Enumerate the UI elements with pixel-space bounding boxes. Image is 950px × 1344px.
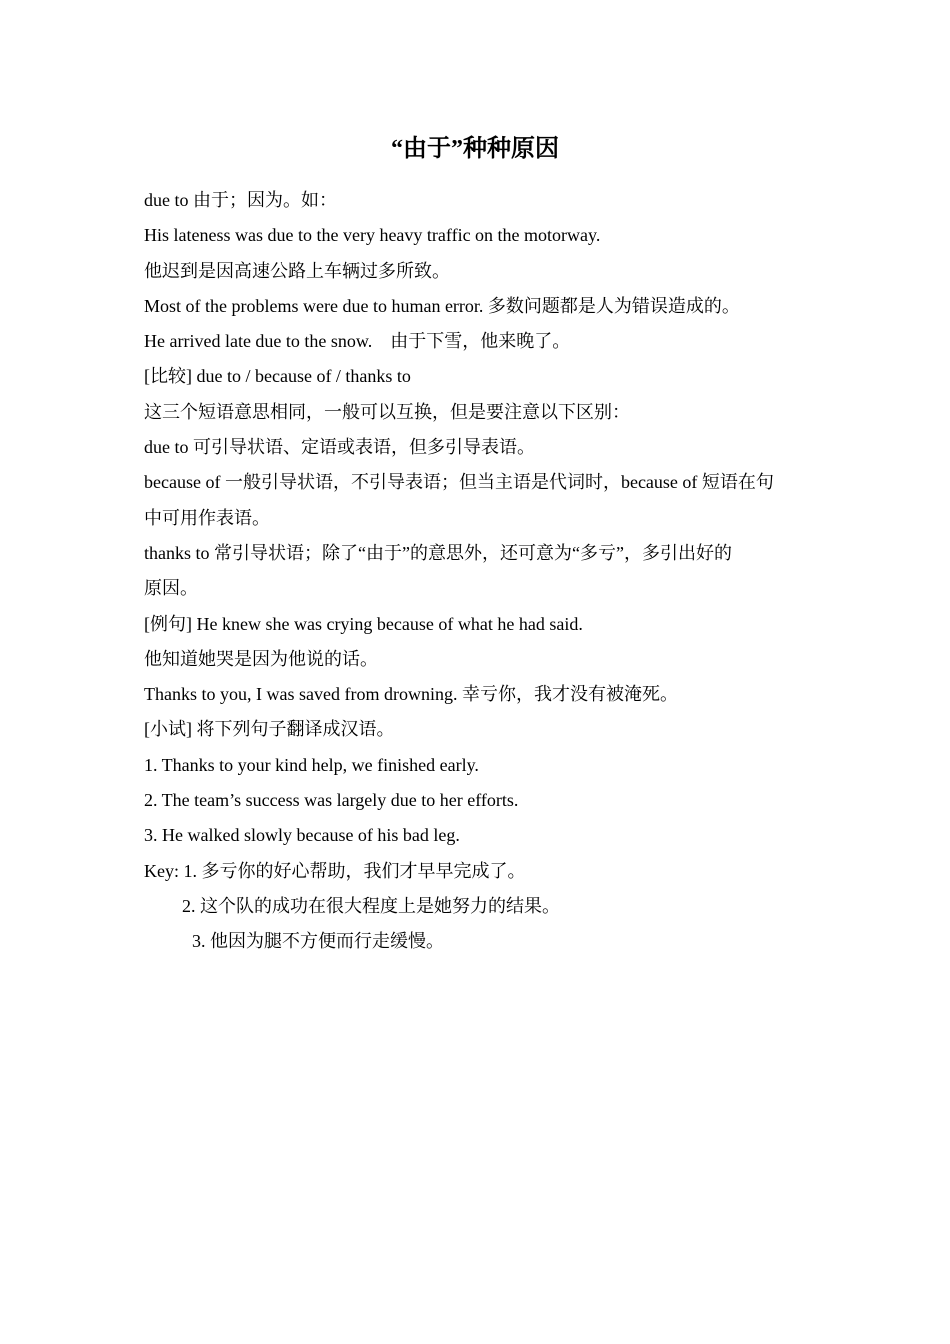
document-body — [144, 183, 810, 960]
text-line: 中可用作表语。 — [144, 507, 270, 528]
text-line: [比较] due to / because of / thanks to — [144, 366, 411, 387]
text-line: 他迟到是因高速公路上车辆过多所致。 — [144, 260, 450, 281]
document-title: “由于”种种原因 — [391, 136, 559, 162]
answer-key-line: Key: 1. 多亏你的好心帮助，我们才早早完成了。 — [144, 860, 526, 881]
exercise-item: 3. He walked slowly because of his bad leg. — [144, 825, 460, 846]
text-line: 他知道她哭是因为他说的话。 — [144, 648, 378, 669]
text-line: because of 一般引导状语，不引导表语；但当主语是代词时，because of 短语在句 — [144, 472, 774, 493]
text-line: 这三个短语意思相同，一般可以互换，但是要注意以下区别： — [144, 401, 630, 422]
text-line: He arrived late due to the snow. 由于下雪，他来晚了。 — [144, 331, 571, 352]
text-line: thanks to 常引导状语；除了“由于”的意思外，还可意为“多亏”，多引出好的 — [144, 542, 732, 563]
text-line: Most of the problems were due to human error. 多数问题都是人为错误造成的。 — [144, 295, 740, 316]
answer-key-line: 2. 这个队的成功在很大程度上是她努力的结果。 — [182, 895, 560, 916]
text-line: His lateness was due to the very heavy traffic on the motorway. — [144, 225, 601, 246]
answer-key-line: 3. 他因为腿不方便而行走缓慢。 — [192, 931, 444, 952]
text-line: [小试] 将下列句子翻译成汉语。 — [144, 719, 395, 740]
exercise-item: 1. Thanks to your kind help, we finished early. — [144, 754, 479, 775]
text-line: 原因。 — [144, 578, 198, 599]
text-line: due to 可引导状语、定语或表语，但多引导表语。 — [144, 437, 535, 458]
text-line: Thanks to you, I was saved from drowning. 幸亏你，我才没有被淹死。 — [144, 684, 678, 705]
text-line: due to 由于；因为。如： — [144, 190, 337, 210]
exercise-item: 2. The team’s success was largely due to her efforts. — [144, 790, 519, 811]
text-line: [例句] He knew she was crying because of what he had said. — [144, 613, 583, 634]
